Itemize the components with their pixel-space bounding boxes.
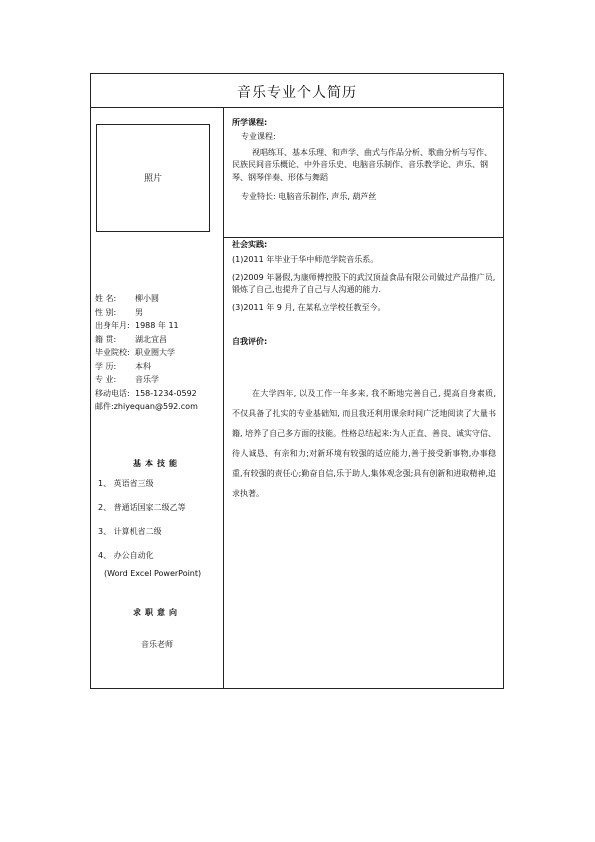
courses-section	[232, 131, 496, 204]
social-heading: 社会实践:	[232, 240, 268, 249]
skills-heading: 基本技能	[133, 459, 181, 468]
info-row-name	[95, 292, 223, 306]
info-row-major	[95, 373, 223, 387]
info-label: 移动电话:	[95, 388, 130, 398]
info-label: 姓 名:	[95, 294, 117, 303]
self-eval-body: 在大学四年, 以及工作一年多来, 我不断地完善自己, 提高自身素质, 不仅具备了扎实的专业基础知, 而且我还利用课余时间广泛地阅读了大量书籍, 培养了自己多方面的技能。性格总结起来:为人正直、善良、诚实守信、待人诚恳、有亲和力;对新环境有较强的适应能力,善于接受新事物,办事稳重,有较强的责任心;勤奋自信,乐于助人,集体观念强;具有创新和进取精神,追求执著。	[232, 389, 496, 498]
social-section	[232, 254, 496, 319]
list-item: 4、 办公自动化	[98, 551, 154, 560]
info-label: 性 别:	[95, 307, 117, 317]
info-row-school	[95, 346, 223, 360]
row-divider	[224, 237, 504, 238]
list-item: (2)2009 年暑假,为康师傅控股下的武汉顶益食品有限公司做过产品推广员,锻炼了自己,也提升了自己与人沟通的能力.	[232, 272, 496, 294]
self-eval-heading: 自我评价:	[232, 337, 268, 346]
list-item: (3)2011 年 9 月, 在某私立学校任教至今。	[232, 302, 386, 312]
photo-label: 照片	[143, 174, 162, 184]
specialty-line: 专业特长: 电脑音乐制作, 声乐, 葫芦丝	[241, 192, 377, 201]
info-value: 职业圈大学	[135, 348, 175, 357]
courses-heading: 所学课程:	[232, 118, 268, 127]
list-item: 3、 计算机省二级	[98, 527, 162, 536]
list-item: (1)2011 年毕业于华中师范学院音乐系。	[232, 255, 379, 264]
info-label: 籍 贯:	[95, 334, 117, 344]
info-value: 音乐学	[135, 375, 159, 384]
list-item: 1、 英语省三级	[98, 479, 154, 488]
info-row-birth	[95, 319, 223, 333]
info-row-degree	[95, 360, 223, 374]
page-title: 音乐专业个人简历	[237, 85, 357, 101]
info-row-phone	[95, 387, 223, 401]
info-row-hometown	[95, 333, 223, 347]
column-divider	[223, 108, 224, 689]
job-goal-value: 音乐老师	[141, 640, 173, 649]
info-value: 1988 年 11	[135, 321, 179, 330]
info-label: 学 历:	[95, 361, 117, 371]
resume-table	[90, 73, 504, 689]
info-value: zhiyequan@592.com	[113, 402, 198, 411]
personal-info	[95, 292, 223, 414]
photo-placeholder	[96, 124, 210, 232]
skills-list	[98, 478, 222, 592]
info-value: 男	[135, 307, 143, 317]
info-label: 出身年月:	[95, 321, 130, 330]
info-value: 柳小圆	[135, 294, 159, 303]
info-value: 本科	[135, 361, 151, 371]
list-item: 2、 普通话国家二级乙等	[98, 503, 186, 512]
info-label: 专 业:	[95, 375, 117, 384]
info-row-gender	[95, 306, 223, 320]
office-software-note: (Word Excel PowerPoint)	[104, 569, 202, 578]
courses-label: 专业课程:	[241, 132, 276, 141]
info-label: 毕业院校:	[95, 348, 130, 357]
title-row	[91, 74, 503, 108]
job-goal-heading: 求职意向	[133, 608, 181, 617]
info-label: 邮件:	[95, 402, 114, 411]
info-row-email	[95, 400, 223, 414]
info-value: 湖北宜昌	[135, 334, 167, 344]
courses-body: 视唱练耳、基本乐理、和声学、曲式与作品分析、歌曲分析与写作、民族民间音乐概论、中外音乐史、电脑音乐制作、音乐教学论、声乐、钢琴、钢琴伴奏、形体与舞蹈	[232, 147, 492, 182]
info-value: 158-1234-0592	[135, 388, 197, 398]
